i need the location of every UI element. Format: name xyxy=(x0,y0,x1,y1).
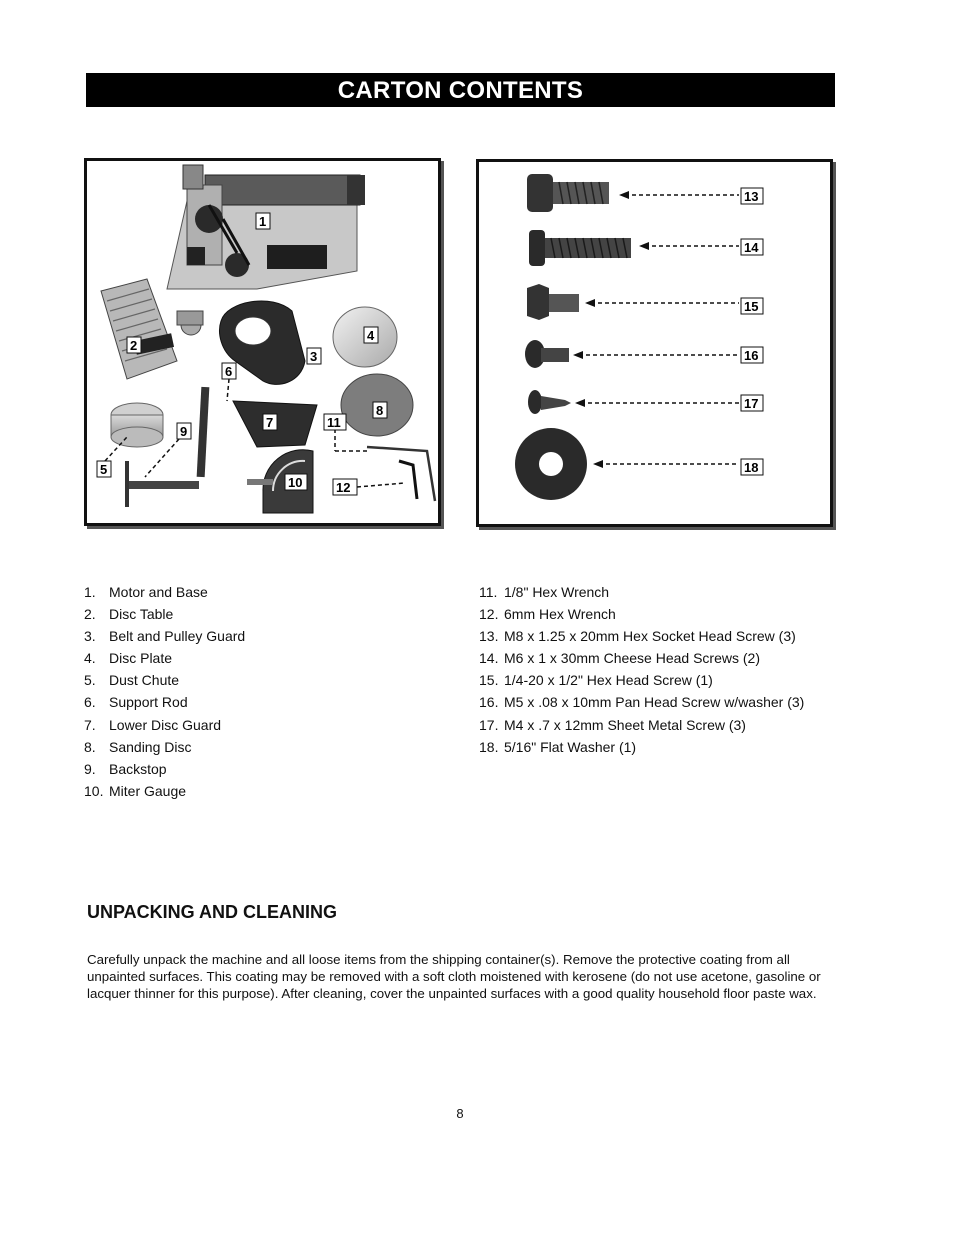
parts-illustration-main xyxy=(84,158,441,526)
list-item: 2. Disc Table xyxy=(84,606,174,623)
list-item: 4. Disc Plate xyxy=(84,650,173,667)
dust-chute-picture xyxy=(111,403,163,447)
leader-lines xyxy=(579,195,739,464)
callout-13 xyxy=(741,188,763,204)
svg-text:16: 16 xyxy=(744,348,759,363)
arrowheads xyxy=(573,191,649,468)
callout-9 xyxy=(177,423,191,439)
backstop-picture xyxy=(125,461,199,507)
svg-text:7: 7 xyxy=(266,415,274,430)
svg-text:15: 15 xyxy=(744,299,759,314)
list-item: 14. M6 x 1 x 30mm Cheese Head Screws (2) xyxy=(479,650,760,667)
section-body: Carefully unpack the machine and all loose items from the shipping container(s). Remove the protective coating from all unpainted surfaces. This coating may be removed with a soft cloth moistened with kerosene (do not use acetone, gasoline or lacquer thinner for this purpose). After cleaning, cover the unpainted surfaces with a good quality household floor paste wax. xyxy=(87,952,821,1001)
svg-text:10: 10 xyxy=(288,475,303,490)
svg-text:6: 6 xyxy=(225,364,233,379)
callout-7 xyxy=(263,414,277,430)
hardware-drawing xyxy=(479,162,830,524)
pan-head-screw-picture xyxy=(525,340,569,368)
list-item: 8. Sanding Disc xyxy=(84,738,192,755)
list-item: 16. M5 x .08 x 10mm Pan Head Screw w/washer (3) xyxy=(479,694,805,711)
callout-17 xyxy=(741,395,763,411)
list-item: 15. 1/4-20 x 1/2" Hex Head Screw (1) xyxy=(479,672,713,689)
list-item: 10. Miter Gauge xyxy=(84,782,187,799)
sheet-metal-screw-picture xyxy=(528,390,571,414)
svg-text:13: 13 xyxy=(744,189,759,204)
sander-parts-drawing xyxy=(87,161,438,523)
hex-wrench-small-picture xyxy=(399,461,417,499)
list-item: 13. M8 x 1.25 x 20mm Hex Socket Head Screw (3) xyxy=(479,628,796,645)
callout-15 xyxy=(741,298,763,314)
list-item: 7. Lower Disc Guard xyxy=(84,716,222,733)
section-heading: UNPACKING AND CLEANING xyxy=(87,902,337,922)
svg-text:8: 8 xyxy=(376,403,384,418)
svg-text:12: 12 xyxy=(336,480,351,495)
cheese-head-screw-picture xyxy=(529,230,631,266)
list-item: 17. M4 x .7 x 12mm Sheet Metal Screw (3) xyxy=(479,716,746,733)
page-title: CARTON CONTENTS xyxy=(86,73,835,107)
svg-text:1: 1 xyxy=(259,214,267,229)
list-item: 6. Support Rod xyxy=(84,694,188,711)
list-item: 5. Dust Chute xyxy=(84,672,180,689)
callout-18 xyxy=(741,459,763,475)
svg-text:9: 9 xyxy=(180,424,188,439)
parts-list-left xyxy=(84,581,245,802)
disc-table-picture xyxy=(101,279,203,379)
callout-11 xyxy=(324,414,346,430)
list-item: 3. Belt and Pulley Guard xyxy=(84,628,246,645)
list-item: 12. 6mm Hex Wrench xyxy=(479,606,616,623)
hex-socket-head-screw-picture xyxy=(527,174,609,212)
svg-text:18: 18 xyxy=(744,460,759,475)
svg-text:14: 14 xyxy=(744,240,759,255)
parts-list-right xyxy=(479,581,804,758)
callout-6 xyxy=(222,363,236,379)
callout-10 xyxy=(285,474,307,490)
list-item: 9. Backstop xyxy=(84,760,167,777)
list-item: 18. 5/16" Flat Washer (1) xyxy=(479,738,637,755)
callout-1 xyxy=(256,213,270,229)
callout-12 xyxy=(333,479,357,495)
list-item: 1. Motor and Base xyxy=(84,584,208,600)
callout-16 xyxy=(741,347,763,363)
svg-text:11: 11 xyxy=(327,415,341,430)
callout-8 xyxy=(373,402,387,418)
hex-head-screw-picture xyxy=(527,284,579,320)
svg-text:4: 4 xyxy=(367,328,375,343)
callout-14 xyxy=(741,239,763,255)
svg-text:3: 3 xyxy=(310,349,318,364)
parts-illustration-hardware xyxy=(476,159,833,527)
page-number: 8 xyxy=(456,1106,464,1121)
svg-text:5: 5 xyxy=(100,462,108,477)
callout-5 xyxy=(97,461,111,477)
callout-4 xyxy=(364,327,378,343)
flat-washer-picture xyxy=(515,428,587,500)
callout-3 xyxy=(307,348,321,364)
svg-text:2: 2 xyxy=(130,338,138,353)
list-item: 11. 1/8" Hex Wrench xyxy=(479,584,610,600)
callout-2 xyxy=(127,337,141,353)
svg-text:17: 17 xyxy=(744,396,759,411)
support-rod-picture xyxy=(197,387,210,477)
hex-wrench-picture xyxy=(367,447,435,501)
